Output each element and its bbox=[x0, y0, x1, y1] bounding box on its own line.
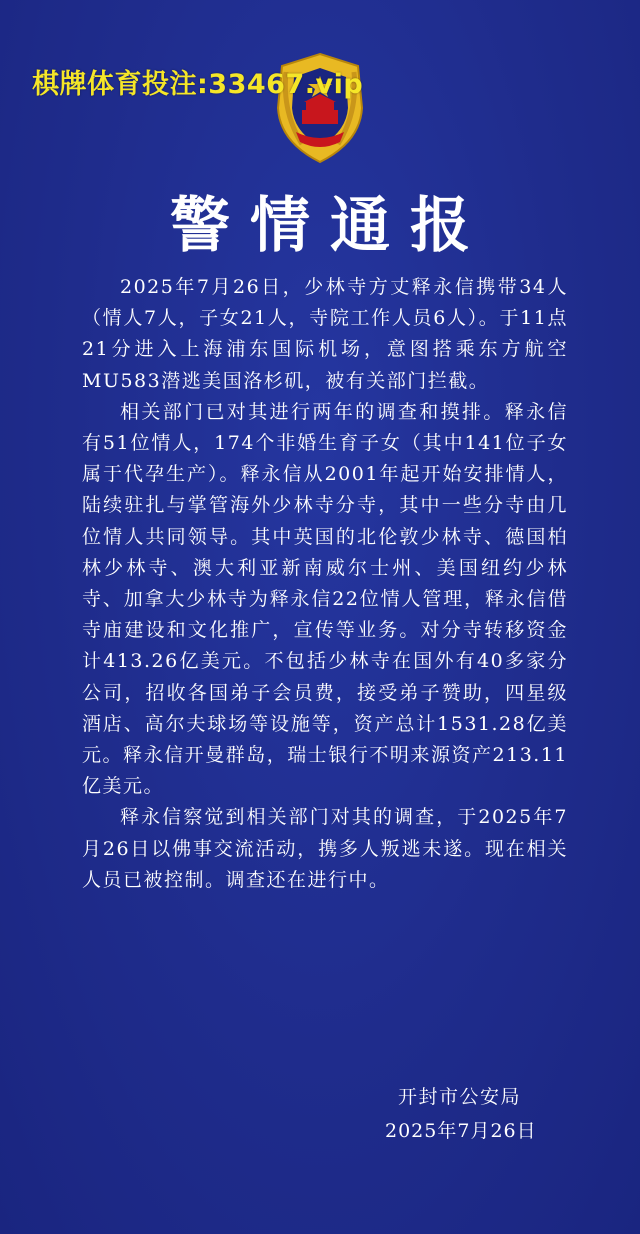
notice-paragraph: 相关部门已对其进行两年的调查和摸排。释永信有51位情人，174个非婚生育子女（其中141位子女属于代孕生产）。释永信从2001年起开始安排情人，陆续驻扎与掌管海外少林寺分寺，其中一些分寺由几位情人共同领导。其中英国的北伦敦少林寺、德国柏林少林寺、澳大利亚新南威尔士州、美国纽约少林寺、加拿大少林寺为释永信22位情人管理，释永信借寺庙建设和文化推广，宣传等业务。对分寺转移资金计413.26亿美元。不包括少林寺在国外有40多家分公司，招收各国弟子会员费，接受弟子赞助，四星级酒店、高尔夫球场等设施等，资产总计1531.28亿美元。释永信开曼群岛，瑞士银行不明来源资产213.11亿美元。 bbox=[82, 400, 568, 798]
watermark-text: 棋牌体育投注:33467.vip bbox=[32, 69, 364, 100]
notice-paragraph: 释永信察觉到相关部门对其的调查，于2025年7月26日以佛事交流活动，携多人叛逃未遂。现在相关人员已被控制。调查还在进行中。 bbox=[82, 806, 568, 891]
notice-body bbox=[82, 272, 568, 896]
issue-date: 2025年7月26日 bbox=[385, 1120, 537, 1142]
issuer-name: 开封市公安局 bbox=[398, 1086, 522, 1108]
notice-paragraph: 2025年7月26日，少林寺方丈释永信携带34人（情人7人，子女21人，寺院工作人员6人）。于11点21分进入上海浦东国际机场，意图搭乘东方航空MU583潜逃美国洛杉矶，被有关部门拦截。 bbox=[82, 276, 568, 392]
notice-title: 警情通报 bbox=[170, 191, 490, 261]
